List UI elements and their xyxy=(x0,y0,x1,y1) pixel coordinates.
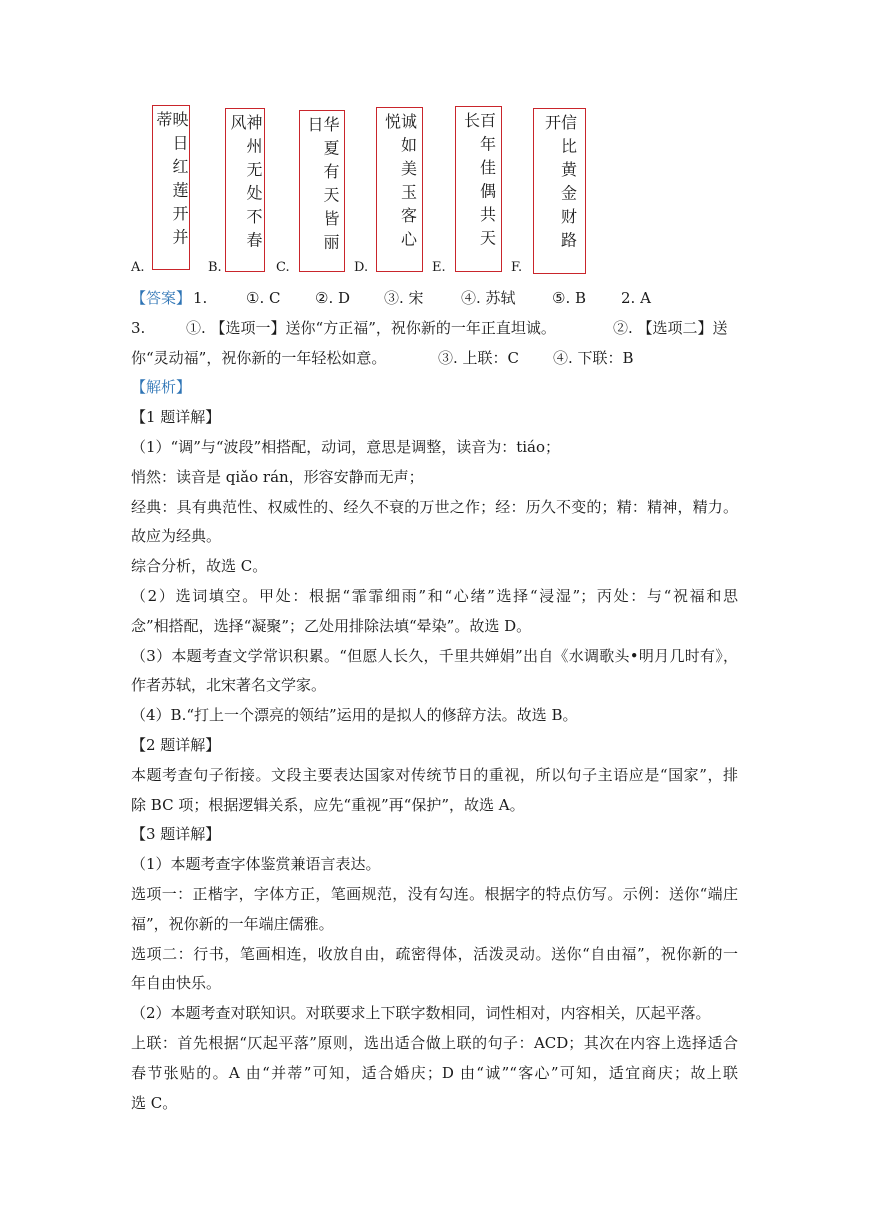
couplet-box-f xyxy=(533,108,586,274)
q1-label: 1. xyxy=(193,289,208,307)
option-label-b: B. xyxy=(208,260,222,275)
q1-item-4: ④. 苏轼 xyxy=(461,289,516,307)
analysis-line: 作者苏轼，北宋著名文学家。 xyxy=(131,676,327,695)
q3-label: 3. xyxy=(131,318,146,337)
couplet-box-d xyxy=(376,107,423,272)
analysis-line: （1）本题考查字体鉴赏兼语言表达。 xyxy=(131,855,381,874)
q1-item-2: ②. D xyxy=(315,289,351,307)
answer-and-analysis xyxy=(131,284,738,1118)
couplet-box-c xyxy=(299,110,345,272)
option-label-c: C. xyxy=(276,260,290,275)
analysis-line: （1）“调”与“波段”相搭配，动词，意思是调整，读音为：tiáo； xyxy=(131,437,561,456)
q2-answer: 2. A xyxy=(621,289,651,307)
analysis-line: （4）B.“打上一个漂亮的领结”运用的是拟人的修辞方法。故选 B。 xyxy=(131,706,578,725)
q3-item-1: ①. 【选项一】送你“方正福”，祝你新的一年正直坦诚。 xyxy=(186,318,556,337)
analysis-line: 悄然：读音是 qiǎo rán，形容安静而无声； xyxy=(131,467,424,486)
analysis-line: 念”相搭配，选择“凝聚”；乙处用排除法填“晕染”。故选 D。 xyxy=(131,616,532,635)
option-label-d: D. xyxy=(354,260,369,275)
analysis-line: 综合分析，故选 C。 xyxy=(131,557,268,576)
couplet-box-e xyxy=(455,106,502,272)
analysis-line: （2）本题考查对联知识。对联要求上下联字数相同，词性相对，内容相关，仄起平落。 xyxy=(131,1004,711,1023)
analysis-line: 选项一：正楷字，字体方正，笔画规范，没有勾连。根据字的特点仿写。示例：送你“端庄 xyxy=(131,884,738,903)
q1-item-1: ①. C xyxy=(246,289,281,307)
analysis-line: 福”，祝你新的一年端庄儒雅。 xyxy=(131,914,334,933)
analysis-line: 选 C。 xyxy=(131,1093,178,1112)
question-3-heading: 【3 题详解】 xyxy=(131,825,221,844)
analysis-line: 上联：首先根据“仄起平落”原则，选出适合做上联的句子：ACD；其次在内容上选择适合 xyxy=(131,1033,738,1052)
analysis-line: 年自由快乐。 xyxy=(131,974,222,993)
q3-item-4: ④. 下联：B xyxy=(553,348,634,367)
analysis-heading: 【解析】 xyxy=(131,378,192,397)
analysis-line: 故应为经典。 xyxy=(131,527,222,546)
option-label-a: A. xyxy=(131,260,145,275)
q1-item-3: ③. 宋 xyxy=(384,289,424,307)
q3-item-2-end: 你“灵动福”，祝你新的一年轻松如意。 xyxy=(131,348,387,367)
couplet-box-b xyxy=(225,108,265,272)
analysis-line: 春节张贴的。A 由“并蒂”可知，适合婚庆；D 由“诚”“客心”可知，适宜商庆；故上联 xyxy=(131,1063,738,1082)
analysis-line: 本题考查句子衔接。文段主要表达国家对传统节日的重视，所以句子主语应是“国家”，排 xyxy=(131,765,738,784)
question-2-heading: 【2 题详解】 xyxy=(131,735,221,754)
option-label-f: F. xyxy=(511,260,523,275)
q1-item-5: ⑤. B xyxy=(552,289,587,307)
answer-line-2 xyxy=(131,314,738,344)
q3-item-3: ③. 上联：C xyxy=(438,348,520,367)
couplet-text-f: 信比黄金财路开 xyxy=(542,114,578,255)
couplet-text-e: 百年佳偶共天长 xyxy=(461,112,497,253)
answer-heading: 【答案】 xyxy=(131,289,192,307)
answer-line-3 xyxy=(131,344,738,374)
couplet-text-b: 神州无处不春风 xyxy=(228,114,263,255)
question-1-heading: 【1 题详解】 xyxy=(131,408,221,427)
analysis-line: （3）本题考查文学常识积累。“但愿人长久，千里共婵娟”出自《水调歌头•明月几时有》， xyxy=(131,646,738,665)
couplet-text-c: 华夏有天皆丽日 xyxy=(305,116,340,257)
option-label-e: E. xyxy=(432,260,446,275)
couplet-text-d: 诚如美玉客心悦 xyxy=(382,113,418,254)
analysis-line: 选项二：行书，笔画相连，收放自由，疏密得体，活泼灵动。送你“自由福”，祝你新的一 xyxy=(131,944,738,963)
analysis-line: 经典：具有典范性、权威性的、经久不衰的万世之作；经：历久不变的；精：精神，精力。 xyxy=(131,497,738,516)
analysis-line: 除 BC 项；根据逻辑关系，应先“重视”再“保护”，故选 A。 xyxy=(131,795,525,814)
answer-line-1 xyxy=(131,284,738,314)
analysis-line: （2）选词填空。甲处：根据“霏霏细雨”和“心绪”选择“浸湿”；丙处：与“祝福和思 xyxy=(131,586,738,605)
q3-item-2-start: ②. 【选项二】送 xyxy=(613,318,728,337)
couplet-text-a: 映日红莲开并蒂 xyxy=(154,111,189,252)
couplet-box-a xyxy=(152,105,190,270)
